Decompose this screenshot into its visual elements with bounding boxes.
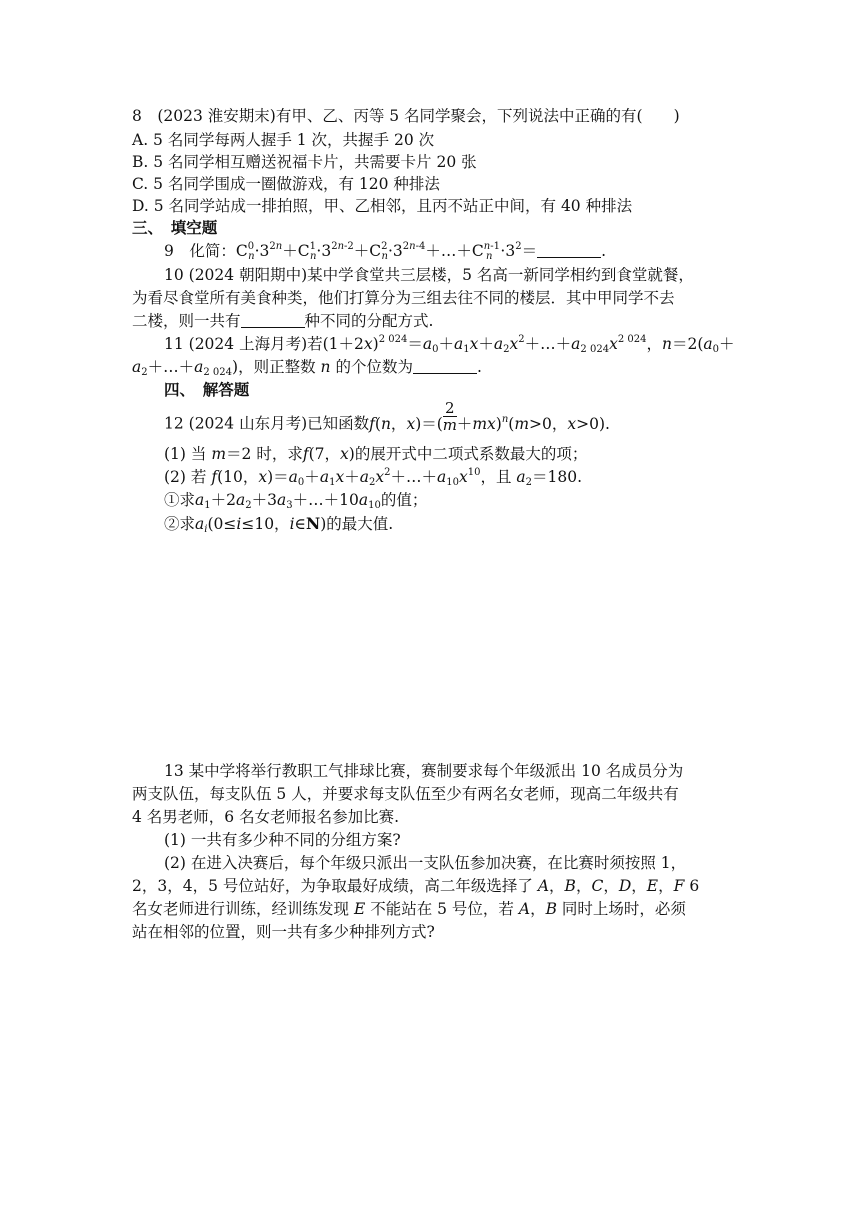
q13-line3: 4 名男老师，6 名女老师报名参加比赛. <box>132 808 400 826</box>
q12-function: f(n，x)＝( $\frac{2}{m}$ ＋mx)$^n$(m>0，x>0). <box>369 415 610 433</box>
q11-equation: $(1+2x)^{2 024}=a_0+a_1x+a_2x^2+\dots+a_{2 024}x^{2 024}$，$n=2(a_0+$ <box>322 334 735 355</box>
q9-expression: $C^0_n\cdot 3^{2n}+C^1_n\cdot 3^{2n-2}+C^2_n\cdot 3^{2n-4}+\dots+C^{n-1}_n \cdot 3^2$ <box>235 241 522 262</box>
q9-answer-blank[interactable] <box>537 243 601 258</box>
q8-option-c: C. 5 名同学围成一圈做游戏，有 120 种排法 <box>132 175 440 193</box>
q13-part1: (1) 一共有多少种不同的分组方案? <box>164 831 401 849</box>
q9-lead: 9 化简： <box>164 242 236 260</box>
q12-part1: (1) 当 m＝2 时，求f(7，x)的展开式中二项式系数最大的项； <box>164 445 588 463</box>
q13-part2-line2: 2，3，4，5 号位站好，为争取最好成绩，高二年级选择了 A，B，C，D，E，F 6 <box>132 877 700 895</box>
q12-stem: 12 (2024 山东月考)已知函数f(n，x)＝( $\frac{2}{m}$ ＋mx)$^n$(m>0，x>0). <box>164 408 610 441</box>
q13-part2-line3: 名女老师进行训练，经训练发现 E 不能站在 5 号位，若 A，B 同时上场时，必须 <box>132 900 686 918</box>
q11-answer-blank[interactable] <box>413 359 477 374</box>
q8-stem: 8 (2023 淮安期末)有甲、乙、丙等 5 名同学聚会，下列说法中正确的有( ) <box>132 107 680 125</box>
q12-part2: (2) 若 f(10，$x)=a_0+a_1x+a_2x^2+\dots+a_{10}x^{10}$，且 $a_2=180$. <box>164 467 583 488</box>
q9: 9 化简：$C^0_n\cdot 3^{2n}+C^1_n\cdot 3^{2n-2}+C^2_n\cdot 3^{2n-4}+\dots+C^{n-1}_n \cdot 3^2=$ . <box>164 241 607 262</box>
q8-option-a: A. 5 名同学每两人握手 1 次，共握手 20 次 <box>132 131 435 149</box>
q10-line3: 二楼，则一共有 种不同的分配方式. <box>132 312 434 330</box>
q11-line1: 11 (2024 上海月考)若$(1+2x)^{2 024}=a_0+a_1x+a_2x^2+\dots+a_{2 024}x^{2 024}$，$n=2(a_0+$ <box>164 334 735 355</box>
fraction-2-over-m: $\frac{2}{m}$ <box>442 399 458 434</box>
q13-part2-line4: 站在相邻的位置，则一共有多少种排列方式? <box>132 923 435 941</box>
q13-part2-line1: (2) 在进入决赛后，每个年级只派出一支队伍参加决赛，在比赛时须按照 1， <box>164 854 687 872</box>
q13-line2: 两支队伍，每支队伍 5 人，并要求每支队伍至少有两名女老师，现高二年级共有 <box>132 785 679 803</box>
section-fill-in-title: 三、 填空题 <box>132 218 218 237</box>
q10-line2: 为看尽食堂所有美食种类，他们打算分为三组去往不同的楼层．其中甲同学不去 <box>132 289 675 307</box>
q8-option-b: B. 5 名同学相互赠送祝福卡片，共需要卡片 20 张 <box>132 153 477 171</box>
q13-line1: 13 某中学将举行教职工气排球比赛，赛制要求每个年级派出 10 名成员分为 <box>164 762 684 780</box>
q12-sub1: ①求$a_1+2a_2+3a_3+\dots+10a_{10}$的值； <box>164 491 428 511</box>
q10-line1: 10 (2024 朝阳期中)某中学食堂共三层楼，5 名高一新同学相约到食堂就餐， <box>164 266 694 284</box>
q11-line2: $a_2+\dots+a_{2 024}$)，则正整数 n 的个位数为 . <box>132 358 482 378</box>
q10-answer-blank[interactable] <box>241 313 305 328</box>
section-answer-title: 四、 解答题 <box>164 380 250 399</box>
q8-option-d: D. 5 名同学站成一排拍照，甲、乙相邻，且丙不站正中间，有 40 种排法 <box>132 197 633 215</box>
q12-sub2: ②求$a_i(0\le i\le 10$，i∈N)的最大值. <box>164 514 394 535</box>
